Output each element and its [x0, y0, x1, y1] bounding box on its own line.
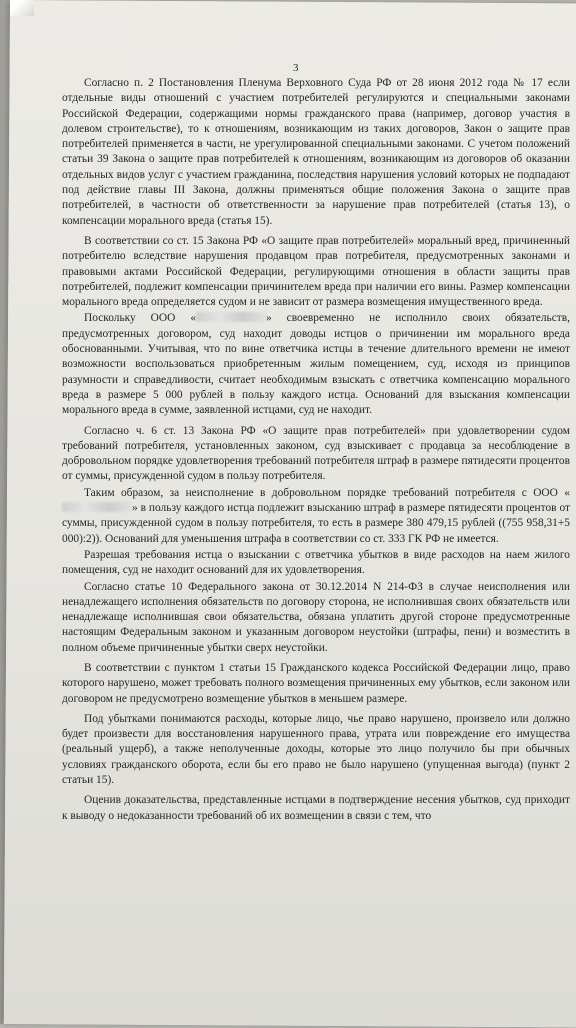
redacted-company-name	[62, 502, 132, 512]
page-number: 3	[293, 62, 299, 74]
paragraph-3: Поскольку ООО « » своевременно не исполнило своих обязательств, предусмотренных договором, суд находит доводы истцов о причинении им морального вреда обоснованными. Учитывая, что по вине ответчика истцы в течение длительного времени не имеют возможности воспользоваться приобретенным жилым помещением, суд, исходя из принципов разумности и справедливости, считает необходимым взыскать с ответчика компенсацию морального вреда в размере 5 000 рублей в пользу каждого истца. Оснований для взыскания компенсации морального вреда в сумме, заявленной истцами, суд не находит.	[62, 312, 570, 417]
paragraph-4: Согласно ч. 6 ст. 13 Закона РФ «О защите прав потребителей» при удовлетворении судом требований потребителя, установленных законом, суд взыскивает с продавца за несоблюдение в добровольном порядке удовлетворения требований потребителя штраф в размере пятидесяти процентов от суммы, присужденной судом в пользу потребителя.	[62, 424, 570, 483]
document-body	[62, 76, 570, 825]
paragraph-7: Согласно статье 10 Федерального закона от 30.12.2014 N 214-ФЗ в случае неисполнения или ненадлежащего исполнения обязательств по договору сторона, не исполнившая своих обязательств или ненадлежаще исполнившая свои обязательства, обязана уплатить другой стороне предусмотренные настоящим Федеральным законом и указанным договором неустойки (штрафы, пени) и возместить в полном объеме причиненные убытки сверх неустойки.	[62, 580, 570, 654]
paragraph-8: В соответствии с пунктом 1 статьи 15 Гражданского кодекса Российской Федерации лицо, право которого нарушено, может требовать полного возмещения причиненных ему убытков, если законом или договором не предусмотрено возмещение убытков в меньшем размере.	[62, 661, 570, 705]
paragraph-9: Под убытками понимаются расходы, которые лицо, чье право нарушено, произвело или должно будет произвести для восстановления нарушенного права, утрата или повреждение его имущества (реальный ущерб), а также неполученные доходы, которые это лицо получило бы при обычных условиях гражданского оборота, если бы его право не было нарушено (упущенная выгода) (пункт 2 статьи 15).	[62, 712, 570, 787]
redacted-company-name	[196, 312, 266, 322]
paragraph-1: Согласно п. 2 Постановления Пленума Верховного Суда РФ от 28 июня 2012 года № 17 если отдельные виды отношений с участием потребителей регулируются и специальными законами Российской Федерации, содержащими нормы гражданского права (например, договор участия в долевом строительстве), то к отношениям, возникающим из таких договоров, Закон о защите прав потребителей применяется в части, не урегулированной специальными законами. С учетом положений статьи 39 Закона о защите прав потребителей к отношениям, возникающим из договоров об оказании отдельных видов услуг с участием гражданина, последствия нарушения условий которых не подпадают под действие главы III Закона, должны применяться общие положения Закона о защите прав потребителей, в частности об ответственности за нарушение прав потребителей (статья 13), о компенсации морального вреда (статья 15).	[62, 77, 570, 227]
paragraph-5: Таким образом, за неисполнение в добровольном порядке требований потребителя с ООО «» в пользу каждого истца подлежит взысканию штраф в размере пятидесяти процентов от суммы, присужденной судом в пользу потребителя, то есть в размере 380 479,15 рублей ((755 958,31+5 000):2)). Оснований для уменьшения штрафа в соответствии со ст. 333 ГК РФ не имеется.	[62, 486, 570, 545]
paragraph-6: Разрешая требования истца о взыскании с ответчика убытков в виде расходов на наем жилого помещения, суд не находит оснований для их удовлетворения.	[62, 548, 570, 577]
paragraph-10: Оценив доказательства, представленные истцами в подтверждение несения убытков, суд приходит к выводу о недоказанности требований об их возмещении в связи с тем, что	[62, 794, 570, 822]
paragraph-2: В соответствии со ст. 15 Закона РФ «О защите прав потребителей» моральный вред, причиненный потребителю вследствие нарушения продавцом прав потребителя, предусмотренных законами и правовыми актами Российской Федерации, регулирующими отношения в области защиты прав потребителей, подлежит компенсации причинителем вреда при наличии его вины. Размер компенсации морального вреда определяется судом и не зависит от размера возмещения имущественного вреда.	[62, 234, 570, 309]
page-corner	[10, 0, 34, 16]
